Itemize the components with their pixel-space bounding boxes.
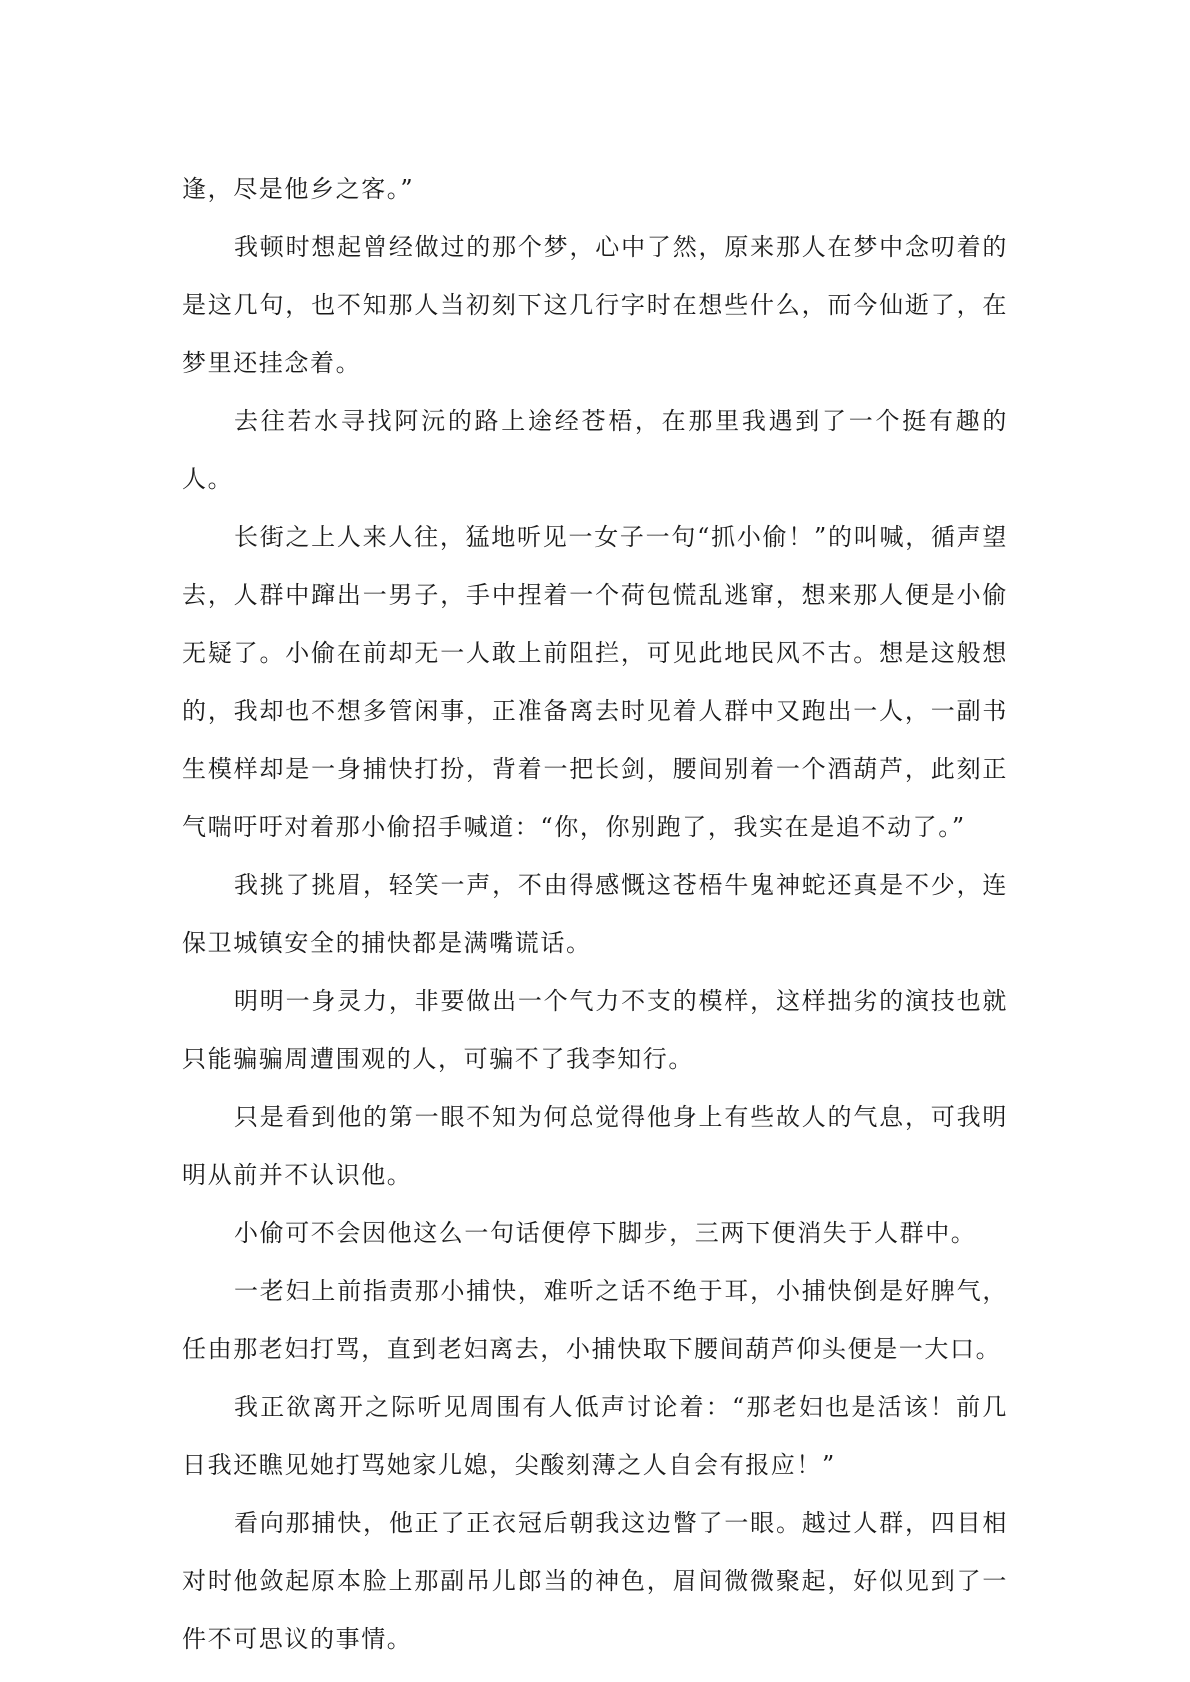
paragraph-7: 只是看到他的第一眼不知为何总觉得他身上有些故人的气息，可我明明从前并不认识他。: [182, 1103, 1008, 1189]
paragraph-3: 去往若水寻找阿沅的路上途经苍梧，在那里我遇到了一个挺有趣的人。: [182, 407, 1008, 493]
paragraph-4: 长街之上人来人往，猛地听见一女子一句“抓小偷！”的叫喊，循声望去，人群中蹿出一男子，手中捏着一个荷包慌乱逃窜，想来那人便是小偷无疑了。小偷在前却无一人敢上前阻拦，可见此地民风不古。想是这般想的，我却也不想多管闲事，正准备离去时见着人群中又跑出一人，一副书生模样却是一身捕快打扮，背着一把长剑，腰间别着一个酒葫芦，此刻正气喘吁吁对着那小偷招手喊道：“你，你别跑了，我实在是追不动了。”: [182, 523, 1008, 841]
paragraph-11: 看向那捕快，他正了正衣冠后朝我这边瞥了一眼。越过人群，四目相对时他敛起原本脸上那副吊儿郎当的神色，眉间微微聚起，好似见到了一件不可思议的事情。: [182, 1509, 1008, 1653]
paragraph-1: 逢，尽是他乡之客。”: [182, 175, 415, 203]
paragraph-2: 我顿时想起曾经做过的那个梦，心中了然，原来那人在梦中念叨着的是这几句，也不知那人当初刻下这几行字时在想些什么，而今仙逝了，在梦里还挂念着。: [182, 233, 1008, 377]
paragraph-8: 小偷可不会因他这么一句话便停下脚步，三两下便消失于人群中。: [234, 1219, 977, 1247]
paragraph-6: 明明一身灵力，非要做出一个气力不支的模样，这样拙劣的演技也就只能骗骗周遭围观的人，可骗不了我李知行。: [182, 987, 1008, 1073]
body-text: [182, 160, 1008, 1668]
paragraph-5: 我挑了挑眉，轻笑一声，不由得感慨这苍梧牛鬼神蛇还真是不少，连保卫城镇安全的捕快都是满嘴谎话。: [182, 871, 1008, 957]
paragraph-9: 一老妇上前指责那小捕快，难听之话不绝于耳，小捕快倒是好脾气，任由那老妇打骂，直到老妇离去，小捕快取下腰间葫芦仰头便是一大口。: [182, 1277, 1008, 1363]
paragraph-10: 我正欲离开之际听见周围有人低声讨论着：“那老妇也是活该！前几日我还瞧见她打骂她家儿媳，尖酸刻薄之人自会有报应！”: [182, 1393, 1008, 1479]
